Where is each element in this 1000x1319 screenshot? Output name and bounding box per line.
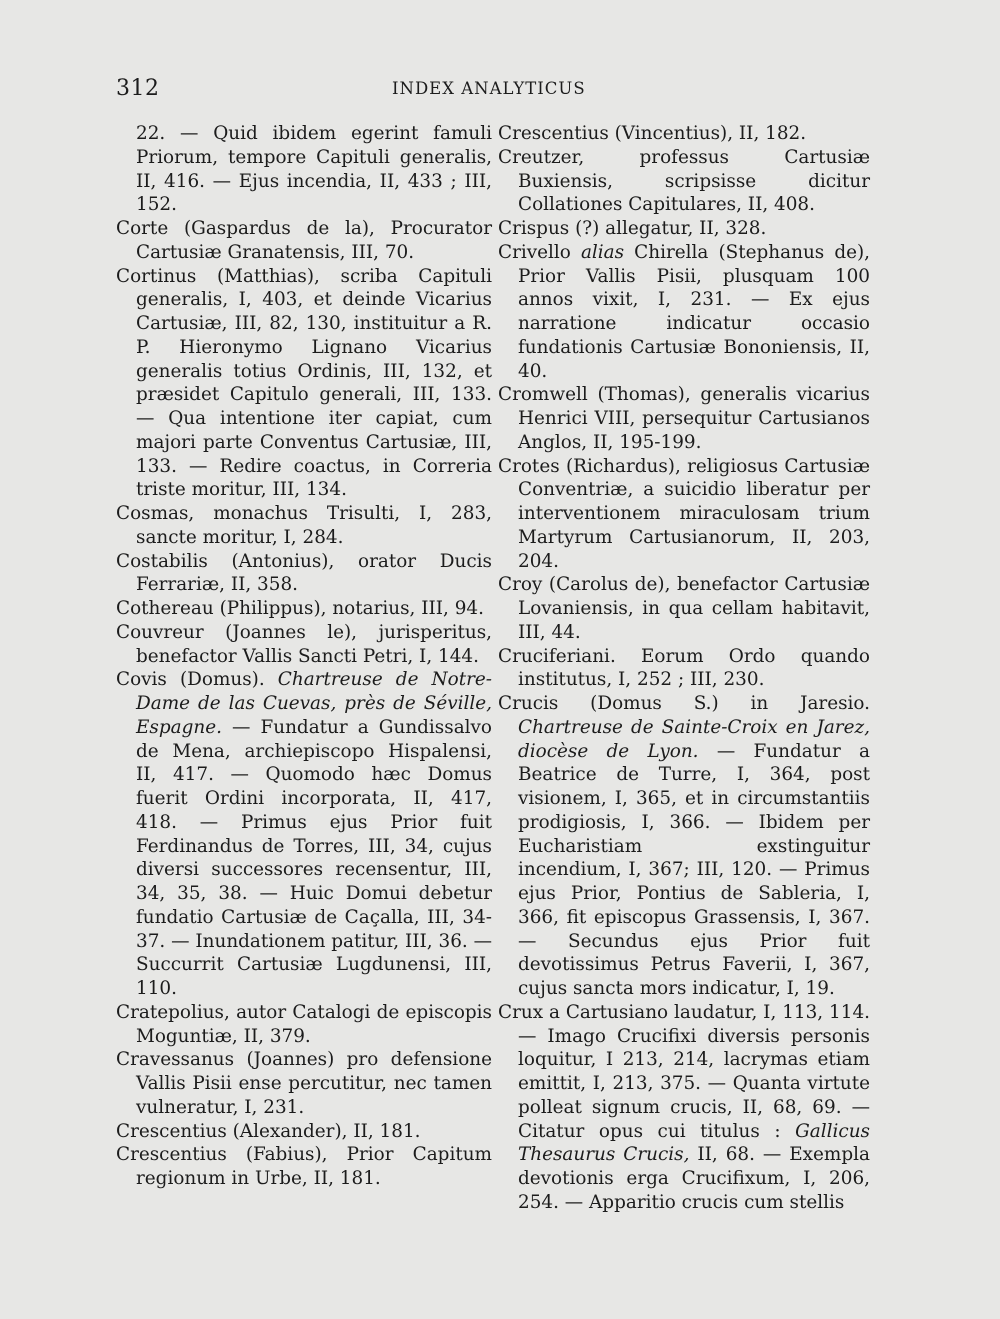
entry-text: Crispus (?) allegatur, II, 328. [498,218,767,239]
index-entry [498,383,870,454]
italic-text: Chartreuse de Notre-Dame de las Cuevas, près de Séville, Espagne. [136,669,492,738]
entry-text: Crescentius (Fabius), Prior Capitum regionum in Urbe, II, 181. [116,1144,492,1189]
index-entry [498,1001,870,1215]
entry-text: Cromwell (Thomas), generalis vicarius Henrici VIII, persequitur Cartusianos Anglos, II, 195-199. [498,384,870,453]
index-entry [116,621,492,669]
entry-text: Cratepolius, autor Catalogi de episcopis Moguntiæ, II, 379. [116,1001,492,1047]
entry-text: Cravessanus (Joannes) pro defensione Vallis Pisii ense percutitur, nec tamen vulneratur, I, 231. [116,1049,492,1118]
entry-text: Cruciferiani. Eorum Ordo quando institutus, I, 252 ; III, 230. [498,645,870,691]
index-entry [498,573,870,644]
italic-text: Gallicus Thesaurus Crucis, [518,1120,870,1166]
index-entry [498,455,870,574]
entry-text: Cosmas, monachus Trisulti, I, 283, sancte moritur, I, 284. [116,503,492,548]
entry-text: Crux a Cartusiano laudatur, I, 113, 114. — Imago Crucifixi diversis personis loquitur, I 213, 214, lacrymas etiam emittit, I, 213, 375. — Quanta virtute polleat signum crucis, II, 68, 69. — Citatur opus cui titulus : [498,1001,870,1142]
entry-text: Cothereau (Philippus), notarius, III, 94. [116,598,484,619]
entry-text: Crescentius (Alexander), II, 181. [116,1120,421,1142]
entry-text: Covis (Domus). [116,669,278,691]
entry-text: Crucis (Domus S.) in Jaresio. [498,693,870,714]
index-entry [116,217,492,265]
italic-text: alias [580,241,625,263]
entry-text: Corte (Gaspardus de la), Procurator Cartusiæ Granatensis, III, 70. [116,218,492,263]
index-entry [116,1143,492,1191]
index-entry [116,668,492,1001]
entry-text: — Fundatur a Beatrice de Turre, I, 364, post visionem, I, 365, et in circumstantiis prodigiosis, I, 366. — Ibidem per Eucharistiam exstinguitur incendium, I, 367; III, 120. — Primus ejus Prior, Pontius de Sableria, I, 366, fit episcopus Grassensis, I, 367. — Secundus ejus Prior fuit devotissimus Petrus Faverii, I, 367, cujus sancta mors indicatur, I, 19. [518,740,870,999]
index-entry [498,217,870,241]
index-entry [116,550,492,598]
entry-text: Crescentius (Vincentius), II, 182. [498,123,807,144]
index-entry [498,241,871,384]
entry-text: Costabilis (Antonius), orator Ducis Ferrariæ, II, 358. [116,550,492,596]
italic-text: Chartreuse de Sainte-Croix en Jarez, diocèse de Lyon. [518,716,870,762]
running-head: INDEX ANALYTICUS [392,79,586,98]
entry-text: Crotes (Richardus), religiosus Cartusiæ Conventriæ, a suicidio liberatur per interventionem miraculosam trium Martyrum Cartusianorum, II, 203, 204. [498,455,870,572]
entry-text: Croy (Carolus de), benefactor Cartusiæ Lovaniensis, in qua cellam habitavit, III, 44. [498,574,870,643]
entry-text: Cortinus (Matthias), scriba Capituli generalis, I, 403, et deinde Vicarius Cartusiæ, III, 82, 130, instituitur a R. P. Hieronymo Lignano Vicarius generalis totius Ordinis, III, 132, et præsidet Capitulo generali, III, 133. — Qua intentione iter capiat, cum majori parte Conventus Cartusiæ, III, 133. — Redire coactus, in Correria triste moritur, III, 134. [116,265,492,501]
index-entry [136,122,492,217]
entry-text: 22. — Quid ibidem egerint famuli Priorum, tempore Capituli generalis, II, 416. — Ejus incendia, II, 433 ; III, 152. [136,123,492,216]
index-entry [498,146,870,217]
entry-text: Chirella (Stephanus de), Prior Vallis Pisii, plusquam 100 annos vixit, I, 231. — Ex ejus narratione indicatur occasio fundationis Cartusiæ Bononiensis, II, 40. [518,241,871,382]
index-entry [498,122,870,146]
index-entry [116,1120,492,1144]
entry-text: — Fundatur a Gundissalvo de Mena, archiepiscopo Hispalensi, II, 417. — Quomodo hæc Domus fuerit Ordini incorporata, II, 417, 418. — Primus ejus Prior fuit Ferdinandus de Torres, III, 34, cujus diversi successores recensentur, III, 34, 35, 38. — Huic Domui debetur fundatio Cartusiæ de Caçalla, III, 34-37. — Inundationem patitur, III, 36. — Succurrit Cartusiæ Lugdunensi, III, 110. [136,716,492,999]
index-entry [498,645,870,693]
index-entry [498,692,870,1001]
index-entry [116,1048,492,1119]
entry-text: II, 68. — Exempla devotionis erga Crucifixum, I, 206, 254. — Apparitio crucis cum stellis [518,1144,870,1213]
entry-text: Crivello [498,241,581,263]
page-number: 312 [116,76,160,101]
index-entry [116,502,492,550]
index-entry [116,265,492,503]
left-column [116,122,492,1191]
index-entry [116,597,492,621]
right-column [498,122,870,1215]
entry-text: Couvreur (Joannes le), jurisperitus, benefactor Vallis Sancti Petri, I, 144. [116,621,492,667]
index-entry [116,1001,492,1049]
entry-text: Creutzer, professus Cartusiæ Buxiensis, scripsisse dicitur Collationes Capitulares, II, 408. [498,146,870,216]
